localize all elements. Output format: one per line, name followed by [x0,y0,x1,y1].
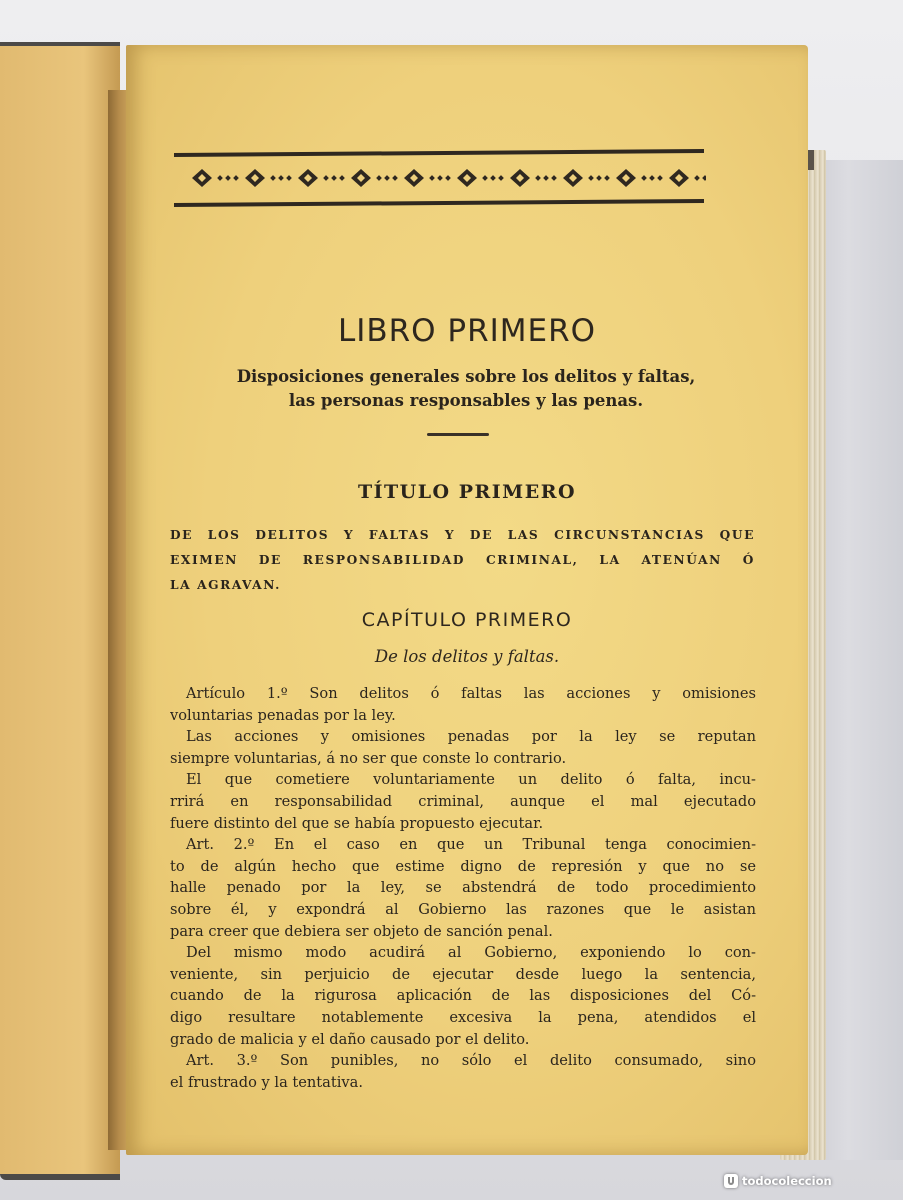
text-line: Art. 2.º En el caso en que un Tribunal tenga conocimien- [186,836,756,854]
titulo-description-line: DE LOS DELITOS Y FALTAS Y DE LAS CIRCUNSTANCIAS QUE [170,528,755,542]
text-line: para creer que debiera ser objeto de sanción penal. [170,922,553,940]
titulo-description-line: LA AGRAVAN. [170,578,281,592]
section-divider [427,433,489,436]
titulo-description [170,523,755,598]
text-line: digo resultare notablemente excesiva la pena, atendidos el [170,1008,756,1026]
text-line: Las acciones y omisiones penadas por la ley se reputan [186,728,756,746]
text-line: voluntarias penadas por la ley. [170,706,396,724]
text-line: Art. 3.º Son punibles, no sólo el delito consumado, sino [186,1052,756,1070]
subtitle-line: Disposiciones generales sobre los delitos y faltas, [236,367,696,386]
text-line: cuando de la rigurosa aplicación de las disposiciones del Có- [170,987,756,1005]
watermark-logo-icon [724,1174,738,1188]
book-subtitle [166,365,766,413]
decorative-border-ornament [172,147,706,209]
text-line: siempre voluntarias, á no ser que conste lo contrario. [170,749,567,767]
subtitle-line: las personas responsables y las penas. [288,391,644,410]
text-line: halle penado por la ley, se abstendrá de todo procedimiento [170,879,756,897]
watermark-text: todocoleccion [742,1174,832,1188]
text-line: El que cometiere voluntariamente un delito ó falta, incu- [186,771,756,789]
text-line: sobre él, y expondrá al Gobierno las razones que le asistan [170,900,756,918]
text-line: rrirá en responsabilidad criminal, aunque el mal ejecutado [170,792,756,810]
text-line: fuere distinto del que se había propuesto ejecutar. [170,814,544,832]
article-text [170,683,756,1093]
text-line: Del mismo modo acudirá al Gobierno, exponiendo lo con- [186,944,756,962]
text-line: el frustrado y la tentativa. [170,1073,363,1091]
capitulo-subheading: De los delitos y faltas. [374,647,560,666]
book-title: LIBRO PRIMERO [337,313,597,349]
text-line: veniente, sin perjuicio de ejecutar desde luego la sentencia, [170,965,756,983]
titulo-description-line: EXIMEN DE RESPONSABILIDAD CRIMINAL, LA ATENÚAN Ó [170,553,755,567]
site-watermark [724,1170,900,1192]
text-line: grado de malicia y el daño causado por el delito. [170,1030,530,1048]
text-line: to de algún hecho que estime digno de represión y que no se [170,857,756,875]
left-page [0,42,120,1180]
text-line: Artículo 1.º Son delitos ó faltas las acciones y omisiones [186,685,756,702]
titulo-heading: TÍTULO PRIMERO [357,481,577,503]
capitulo-heading: CAPÍTULO PRIMERO [361,609,573,631]
right-page [126,45,808,1155]
